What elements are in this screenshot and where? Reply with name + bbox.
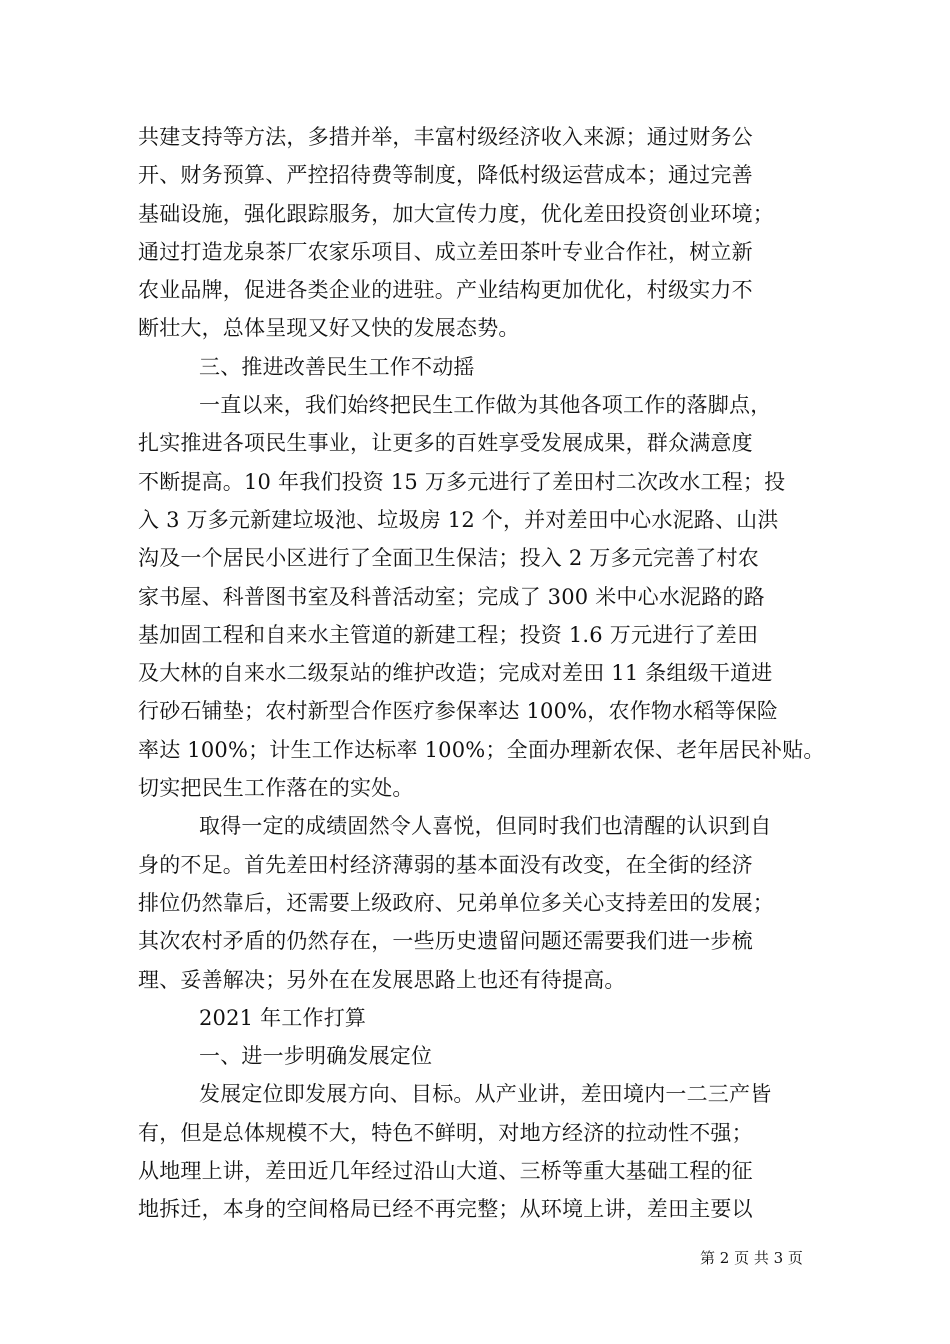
text-line: 发展定位即发展方向、目标。从产业讲，差田境内一二三产皆	[199, 1082, 772, 1107]
text-line: 取得一定的成绩固然令人喜悦，但同时我们也清醒的认识到自	[199, 814, 772, 839]
text-line: 身的不足。首先差田村经济薄弱的基本面没有改变，在全街的经济	[138, 852, 753, 877]
section-heading: 2021 年工作打算	[199, 1005, 367, 1030]
text-line: 率达 100%；计生工作达标率 100%；全面办理新农保、老年居民补贴。	[138, 737, 825, 762]
text-line: 地拆迁，本身的空间格局已经不再完整；从环境上讲，差田主要以	[138, 1197, 753, 1222]
text-line: 共建支持等方法，多措并举，丰富村级经济收入来源；通过财务公	[138, 125, 753, 149]
document-body	[138, 118, 828, 1229]
text-line: 一直以来，我们始终把民生工作做为其他各项工作的落脚点，	[199, 393, 772, 418]
text-line: 行砂石铺垫；农村新型合作医疗参保率达 100%，农作物水稻等保险	[138, 699, 779, 724]
text-line: 排位仍然靠后，还需要上级政府、兄弟单位多关心支持差田的发展；	[138, 890, 774, 915]
text-line: 不断提高。10 年我们投资 15 万多元进行了差田村二次改水工程；投	[138, 469, 786, 494]
text-line: 开、财务预算、严控招待费等制度，降低村级运营成本；通过完善	[138, 163, 753, 188]
text-line: 入 3 万多元新建垃圾池、垃圾房 12 个，并对差田中心水泥路、山洪	[138, 507, 779, 532]
page-number: 第 2 页 共 3 页	[700, 1249, 803, 1267]
text-line: 断壮大，总体呈现又好又快的发展态势。	[138, 316, 520, 341]
section-heading: 一、进一步明确发展定位	[199, 1044, 433, 1069]
text-line: 通过打造龙泉茶厂农家乐项目、成立差田茶叶专业合作社，树立新	[138, 239, 753, 264]
text-line: 基加固工程和自来水主管道的新建工程；投资 1.6 万元进行了差田	[138, 622, 759, 647]
text-line: 从地理上讲，差田近几年经过沿山大道、三桥等重大基础工程的征	[138, 1159, 753, 1184]
text-line: 基础设施，强化跟踪服务，加大宣传力度，优化差田投资创业环境；	[138, 201, 774, 226]
text-line: 沟及一个居民小区进行了全面卫生保洁；投入 2 万多元完善了村农	[138, 546, 759, 571]
text-line: 家书屋、科普图书室及科普活动室；完成了 300 米中心水泥路的路	[138, 584, 765, 609]
text-line: 切实把民生工作落在的实处。	[138, 776, 414, 801]
text-line: 其次农村矛盾的仍然存在，一些历史遗留问题还需要我们进一步梳	[138, 929, 753, 954]
text-line: 及大林的自来水二级泵站的维护改造；完成对差田 11 条组级干道进	[138, 661, 773, 686]
section-heading: 三、推进改善民生工作不动摇	[199, 354, 475, 379]
text-line: 农业品牌，促进各类企业的进驻。产业结构更加优化，村级实力不	[138, 278, 753, 303]
text-line: 有，但是总体规模不大，特色不鲜明，对地方经济的拉动性不强；	[138, 1120, 753, 1145]
text-line: 理、妥善解决；另外在在发展思路上也还有待提高。	[138, 967, 626, 992]
text-line: 扎实推进各项民生事业，让更多的百姓享受发展成果，群众满意度	[138, 431, 753, 456]
